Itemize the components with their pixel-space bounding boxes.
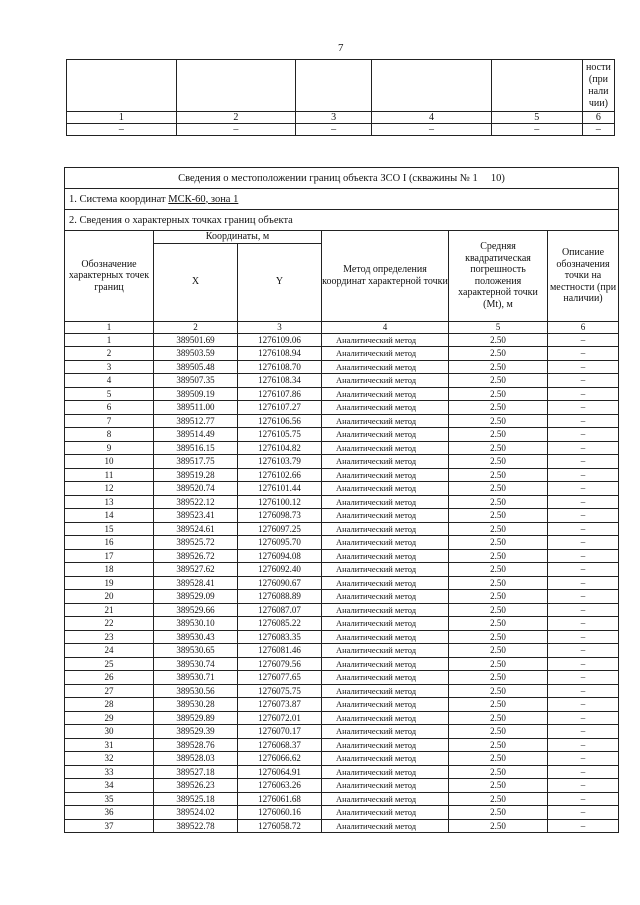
cell-accuracy: 2.50 xyxy=(449,792,548,806)
cell-description: – xyxy=(548,522,619,536)
cell-coord-x: 389529.39 xyxy=(154,725,238,739)
cell-point-id: 22 xyxy=(65,617,154,631)
cell-description: – xyxy=(548,806,619,820)
cell-point-id: 6 xyxy=(65,401,154,415)
cell-description: – xyxy=(548,401,619,415)
cell-coord-y: 1276100.12 xyxy=(238,495,322,509)
cell-accuracy: 2.50 xyxy=(449,684,548,698)
cell-coord-x: 389505.48 xyxy=(154,360,238,374)
table-row xyxy=(65,779,619,793)
table-row xyxy=(65,549,619,563)
table-row xyxy=(65,563,619,577)
cell-coord-y: 1276077.65 xyxy=(238,671,322,685)
cell-accuracy: 2.50 xyxy=(449,806,548,820)
cell-point-id: 20 xyxy=(65,590,154,604)
page-number: 7 xyxy=(338,42,344,54)
cell-point-id: 31 xyxy=(65,738,154,752)
table-row xyxy=(65,752,619,766)
cell-coord-x: 389528.03 xyxy=(154,752,238,766)
cell-method: Аналитический метод xyxy=(322,374,449,388)
cell-point-id: 29 xyxy=(65,711,154,725)
cell-description: – xyxy=(548,536,619,550)
table-row xyxy=(65,482,619,496)
cell-accuracy: 2.50 xyxy=(449,671,548,685)
cell-method: Аналитический метод xyxy=(322,549,449,563)
cell-method: Аналитический метод xyxy=(322,347,449,361)
cell-coord-y: 1276073.87 xyxy=(238,698,322,712)
cell-accuracy: 2.50 xyxy=(449,347,548,361)
cell-point-id: 14 xyxy=(65,509,154,523)
table-row xyxy=(65,414,619,428)
cell-coord-y: 1276061.68 xyxy=(238,792,322,806)
cell-accuracy: 2.50 xyxy=(449,590,548,604)
cell-description: – xyxy=(548,752,619,766)
table-row xyxy=(65,441,619,455)
cell-accuracy: 2.50 xyxy=(449,738,548,752)
cell-description: – xyxy=(548,549,619,563)
cell-description: – xyxy=(548,779,619,793)
table-row xyxy=(65,522,619,536)
cell-coord-y: 1276103.79 xyxy=(238,455,322,469)
cell-point-id: 18 xyxy=(65,563,154,577)
cell-method: Аналитический метод xyxy=(322,738,449,752)
cell-description: – xyxy=(548,387,619,401)
cell-accuracy: 2.50 xyxy=(449,495,548,509)
cell-point-id: 33 xyxy=(65,765,154,779)
header-accuracy: Средняя квадратическая погрешность положения характерной точки (Mt), м xyxy=(449,231,548,322)
cell-accuracy: 2.50 xyxy=(449,428,548,442)
cell-description: – xyxy=(548,671,619,685)
table-row xyxy=(65,684,619,698)
coordinate-system: 1. Система координат МСК-60, зона 1 xyxy=(65,189,619,210)
cell-method: Аналитический метод xyxy=(322,590,449,604)
cell-method: Аналитический метод xyxy=(322,779,449,793)
cell-description: – xyxy=(548,347,619,361)
table-row xyxy=(65,468,619,482)
cell-accuracy: 2.50 xyxy=(449,698,548,712)
cell-coord-y: 1276095.70 xyxy=(238,536,322,550)
cell-point-id: 15 xyxy=(65,522,154,536)
cell-coord-x: 389525.72 xyxy=(154,536,238,550)
cell-coord-y: 1276090.67 xyxy=(238,576,322,590)
header-description: Описание обозначения точки на местности (при наличии) xyxy=(548,231,619,322)
cell-coord-x: 389511.00 xyxy=(154,401,238,415)
table-row xyxy=(65,698,619,712)
cell-method: Аналитический метод xyxy=(322,563,449,577)
cell-point-id: 12 xyxy=(65,482,154,496)
cell-coord-x: 389528.76 xyxy=(154,738,238,752)
cell-description: – xyxy=(548,576,619,590)
cell-coord-y: 1276083.35 xyxy=(238,630,322,644)
table-row xyxy=(65,590,619,604)
cell-coord-x: 389520.74 xyxy=(154,482,238,496)
cell-method: Аналитический метод xyxy=(322,495,449,509)
cell-description: – xyxy=(548,819,619,833)
cell-description: – xyxy=(548,563,619,577)
cell-coord-y: 1276102.66 xyxy=(238,468,322,482)
cell-coord-x: 389527.18 xyxy=(154,765,238,779)
table-row xyxy=(65,630,619,644)
cell-accuracy: 2.50 xyxy=(449,819,548,833)
top-header-fragment: ности (при нали чии) xyxy=(582,60,614,112)
cell-coord-x: 389529.66 xyxy=(154,603,238,617)
cell-method: Аналитический метод xyxy=(322,441,449,455)
header-method: Метод определения координат характерной точки xyxy=(322,231,449,322)
cell-point-id: 3 xyxy=(65,360,154,374)
cell-description: – xyxy=(548,455,619,469)
table-row xyxy=(65,347,619,361)
cell-description: – xyxy=(548,644,619,658)
cell-accuracy: 2.50 xyxy=(449,401,548,415)
cell-accuracy: 2.50 xyxy=(449,333,548,347)
cell-point-id: 19 xyxy=(65,576,154,590)
cell-coord-y: 1276063.26 xyxy=(238,779,322,793)
cell-accuracy: 2.50 xyxy=(449,441,548,455)
cell-coord-y: 1276098.73 xyxy=(238,509,322,523)
cell-accuracy: 2.50 xyxy=(449,711,548,725)
cell-description: – xyxy=(548,360,619,374)
cell-accuracy: 2.50 xyxy=(449,779,548,793)
cell-accuracy: 2.50 xyxy=(449,374,548,388)
cell-coord-x: 389512.77 xyxy=(154,414,238,428)
cell-coord-y: 1276060.16 xyxy=(238,806,322,820)
cell-coord-y: 1276058.72 xyxy=(238,819,322,833)
cell-accuracy: 2.50 xyxy=(449,765,548,779)
cell-accuracy: 2.50 xyxy=(449,563,548,577)
cell-method: Аналитический метод xyxy=(322,576,449,590)
cell-accuracy: 2.50 xyxy=(449,617,548,631)
cell-point-id: 30 xyxy=(65,725,154,739)
cell-coord-y: 1276075.75 xyxy=(238,684,322,698)
cell-coord-x: 389526.23 xyxy=(154,779,238,793)
cell-point-id: 2 xyxy=(65,347,154,361)
cell-accuracy: 2.50 xyxy=(449,725,548,739)
cell-method: Аналитический метод xyxy=(322,482,449,496)
cell-coord-x: 389530.56 xyxy=(154,684,238,698)
cell-coord-y: 1276107.27 xyxy=(238,401,322,415)
cell-method: Аналитический метод xyxy=(322,428,449,442)
cell-description: – xyxy=(548,509,619,523)
cell-coord-y: 1276072.01 xyxy=(238,711,322,725)
cell-coord-x: 389501.69 xyxy=(154,333,238,347)
cell-method: Аналитический метод xyxy=(322,644,449,658)
cell-method: Аналитический метод xyxy=(322,684,449,698)
cell-point-id: 35 xyxy=(65,792,154,806)
cell-accuracy: 2.50 xyxy=(449,752,548,766)
cell-coord-y: 1276068.37 xyxy=(238,738,322,752)
header-y: Y xyxy=(238,243,322,321)
cell-method: Аналитический метод xyxy=(322,711,449,725)
cell-point-id: 7 xyxy=(65,414,154,428)
cell-coord-y: 1276064.91 xyxy=(238,765,322,779)
cell-coord-x: 389523.41 xyxy=(154,509,238,523)
cell-coord-x: 389507.35 xyxy=(154,374,238,388)
cell-coord-y: 1276094.08 xyxy=(238,549,322,563)
cell-point-id: 4 xyxy=(65,374,154,388)
cell-method: Аналитический метод xyxy=(322,725,449,739)
table-row xyxy=(65,711,619,725)
cell-description: – xyxy=(548,374,619,388)
cell-coord-x: 389509.19 xyxy=(154,387,238,401)
cell-method: Аналитический метод xyxy=(322,414,449,428)
header-x: X xyxy=(154,243,238,321)
cell-accuracy: 2.50 xyxy=(449,603,548,617)
top-dash-row: – – – – – – xyxy=(67,124,615,136)
cell-coord-y: 1276081.46 xyxy=(238,644,322,658)
cell-coord-x: 389514.49 xyxy=(154,428,238,442)
cell-method: Аналитический метод xyxy=(322,657,449,671)
cell-coord-x: 389530.65 xyxy=(154,644,238,658)
cell-point-id: 36 xyxy=(65,806,154,820)
cell-point-id: 26 xyxy=(65,671,154,685)
column-numbers-row: 1 2 3 4 5 6 xyxy=(65,321,619,333)
cell-coord-x: 389529.09 xyxy=(154,590,238,604)
cell-coord-y: 1276079.56 xyxy=(238,657,322,671)
table-row xyxy=(65,360,619,374)
cell-accuracy: 2.50 xyxy=(449,522,548,536)
cell-coord-y: 1276108.94 xyxy=(238,347,322,361)
top-column-numbers-row: 1 2 3 4 5 6 xyxy=(67,112,615,124)
cell-accuracy: 2.50 xyxy=(449,387,548,401)
points-body xyxy=(65,333,619,833)
cell-description: – xyxy=(548,725,619,739)
cell-point-id: 8 xyxy=(65,428,154,442)
cell-coord-y: 1276105.75 xyxy=(238,428,322,442)
table-row xyxy=(65,657,619,671)
table-row xyxy=(65,644,619,658)
cell-coord-y: 1276101.44 xyxy=(238,482,322,496)
cell-description: – xyxy=(548,428,619,442)
table-row xyxy=(65,401,619,415)
cell-description: – xyxy=(548,441,619,455)
points-section-heading: 2. Сведения о характерных точках границ объекта xyxy=(65,210,619,231)
cell-coord-x: 389516.15 xyxy=(154,441,238,455)
cell-accuracy: 2.50 xyxy=(449,644,548,658)
cell-description: – xyxy=(548,765,619,779)
table-row xyxy=(65,806,619,820)
cell-method: Аналитический метод xyxy=(322,671,449,685)
cell-coord-y: 1276097.25 xyxy=(238,522,322,536)
cell-coord-y: 1276092.40 xyxy=(238,563,322,577)
table-row xyxy=(65,536,619,550)
cell-coord-y: 1276106.56 xyxy=(238,414,322,428)
table-row xyxy=(65,792,619,806)
table-row xyxy=(65,819,619,833)
cell-method: Аналитический метод xyxy=(322,765,449,779)
cell-point-id: 1 xyxy=(65,333,154,347)
cell-description: – xyxy=(548,603,619,617)
cell-coord-x: 389530.43 xyxy=(154,630,238,644)
cell-method: Аналитический метод xyxy=(322,617,449,631)
cell-description: – xyxy=(548,414,619,428)
cell-coord-y: 1276109.06 xyxy=(238,333,322,347)
cell-method: Аналитический метод xyxy=(322,360,449,374)
top-header-row xyxy=(67,60,615,112)
cell-description: – xyxy=(548,617,619,631)
cell-coord-x: 389530.28 xyxy=(154,698,238,712)
cell-accuracy: 2.50 xyxy=(449,468,548,482)
cell-description: – xyxy=(548,738,619,752)
cell-point-id: 34 xyxy=(65,779,154,793)
table-row xyxy=(65,576,619,590)
cell-accuracy: 2.50 xyxy=(449,482,548,496)
previous-table-fragment xyxy=(66,59,615,136)
cell-point-id: 32 xyxy=(65,752,154,766)
cell-coord-x: 389519.28 xyxy=(154,468,238,482)
cell-description: – xyxy=(548,590,619,604)
cell-method: Аналитический метод xyxy=(322,387,449,401)
cell-point-id: 25 xyxy=(65,657,154,671)
cell-point-id: 27 xyxy=(65,684,154,698)
cell-description: – xyxy=(548,482,619,496)
cell-method: Аналитический метод xyxy=(322,630,449,644)
cell-point-id: 17 xyxy=(65,549,154,563)
cell-method: Аналитический метод xyxy=(322,333,449,347)
cell-method: Аналитический метод xyxy=(322,752,449,766)
cell-coord-y: 1276066.62 xyxy=(238,752,322,766)
cell-point-id: 16 xyxy=(65,536,154,550)
cell-method: Аналитический метод xyxy=(322,536,449,550)
cell-accuracy: 2.50 xyxy=(449,414,548,428)
cell-coord-y: 1276108.34 xyxy=(238,374,322,388)
cell-point-id: 9 xyxy=(65,441,154,455)
cell-method: Аналитический метод xyxy=(322,603,449,617)
cell-method: Аналитический метод xyxy=(322,806,449,820)
cell-description: – xyxy=(548,630,619,644)
cell-coord-y: 1276088.89 xyxy=(238,590,322,604)
cell-coord-y: 1276087.07 xyxy=(238,603,322,617)
cell-method: Аналитический метод xyxy=(322,455,449,469)
cell-description: – xyxy=(548,711,619,725)
cell-coord-y: 1276070.17 xyxy=(238,725,322,739)
cell-point-id: 5 xyxy=(65,387,154,401)
cell-coord-x: 389517.75 xyxy=(154,455,238,469)
cell-point-id: 10 xyxy=(65,455,154,469)
cell-method: Аналитический метод xyxy=(322,509,449,523)
cell-coord-y: 1276085.22 xyxy=(238,617,322,631)
cell-method: Аналитический метод xyxy=(322,401,449,415)
cell-point-id: 13 xyxy=(65,495,154,509)
cell-coord-y: 1276107.86 xyxy=(238,387,322,401)
cell-description: – xyxy=(548,684,619,698)
table-row xyxy=(65,509,619,523)
cell-coord-x: 389530.74 xyxy=(154,657,238,671)
boundary-points-table xyxy=(64,167,619,833)
cell-point-id: 21 xyxy=(65,603,154,617)
cell-coord-x: 389530.71 xyxy=(154,671,238,685)
cell-coord-x: 389527.62 xyxy=(154,563,238,577)
cell-method: Аналитический метод xyxy=(322,792,449,806)
cell-coord-x: 389522.12 xyxy=(154,495,238,509)
cell-point-id: 37 xyxy=(65,819,154,833)
cell-point-id: 28 xyxy=(65,698,154,712)
table-row xyxy=(65,455,619,469)
cell-coord-x: 389530.10 xyxy=(154,617,238,631)
cell-accuracy: 2.50 xyxy=(449,536,548,550)
cell-description: – xyxy=(548,792,619,806)
cell-method: Аналитический метод xyxy=(322,819,449,833)
cell-coord-x: 389528.41 xyxy=(154,576,238,590)
table-row xyxy=(65,603,619,617)
header-coordinates: Координаты, м xyxy=(154,231,322,244)
table-row xyxy=(65,671,619,685)
cell-description: – xyxy=(548,698,619,712)
table-row xyxy=(65,765,619,779)
cell-coord-x: 389503.59 xyxy=(154,347,238,361)
cell-description: – xyxy=(548,468,619,482)
cell-accuracy: 2.50 xyxy=(449,509,548,523)
cell-coord-x: 389526.72 xyxy=(154,549,238,563)
cell-accuracy: 2.50 xyxy=(449,549,548,563)
cell-coord-y: 1276108.70 xyxy=(238,360,322,374)
table-row xyxy=(65,617,619,631)
table-row xyxy=(65,428,619,442)
cell-method: Аналитический метод xyxy=(322,468,449,482)
table-title: Сведения о местоположении границ объекта ЗСО I (скважины № 1 10) xyxy=(65,168,619,189)
table-row xyxy=(65,738,619,752)
table-row xyxy=(65,725,619,739)
cell-method: Аналитический метод xyxy=(322,698,449,712)
cell-coord-x: 389525.18 xyxy=(154,792,238,806)
cell-coord-x: 389524.02 xyxy=(154,806,238,820)
header-designation: Обозначение характерных точек границ xyxy=(65,231,154,322)
table-row xyxy=(65,374,619,388)
cell-description: – xyxy=(548,495,619,509)
cell-coord-x: 389524.61 xyxy=(154,522,238,536)
table-row xyxy=(65,495,619,509)
cell-coord-y: 1276104.82 xyxy=(238,441,322,455)
cell-coord-x: 389529.89 xyxy=(154,711,238,725)
cell-description: – xyxy=(548,657,619,671)
cell-accuracy: 2.50 xyxy=(449,657,548,671)
cell-accuracy: 2.50 xyxy=(449,455,548,469)
cell-point-id: 24 xyxy=(65,644,154,658)
cell-coord-x: 389522.78 xyxy=(154,819,238,833)
cell-method: Аналитический метод xyxy=(322,522,449,536)
table-row xyxy=(65,387,619,401)
cell-accuracy: 2.50 xyxy=(449,576,548,590)
table-row xyxy=(65,333,619,347)
cell-description: – xyxy=(548,333,619,347)
cell-point-id: 11 xyxy=(65,468,154,482)
cell-point-id: 23 xyxy=(65,630,154,644)
cell-accuracy: 2.50 xyxy=(449,360,548,374)
cell-accuracy: 2.50 xyxy=(449,630,548,644)
